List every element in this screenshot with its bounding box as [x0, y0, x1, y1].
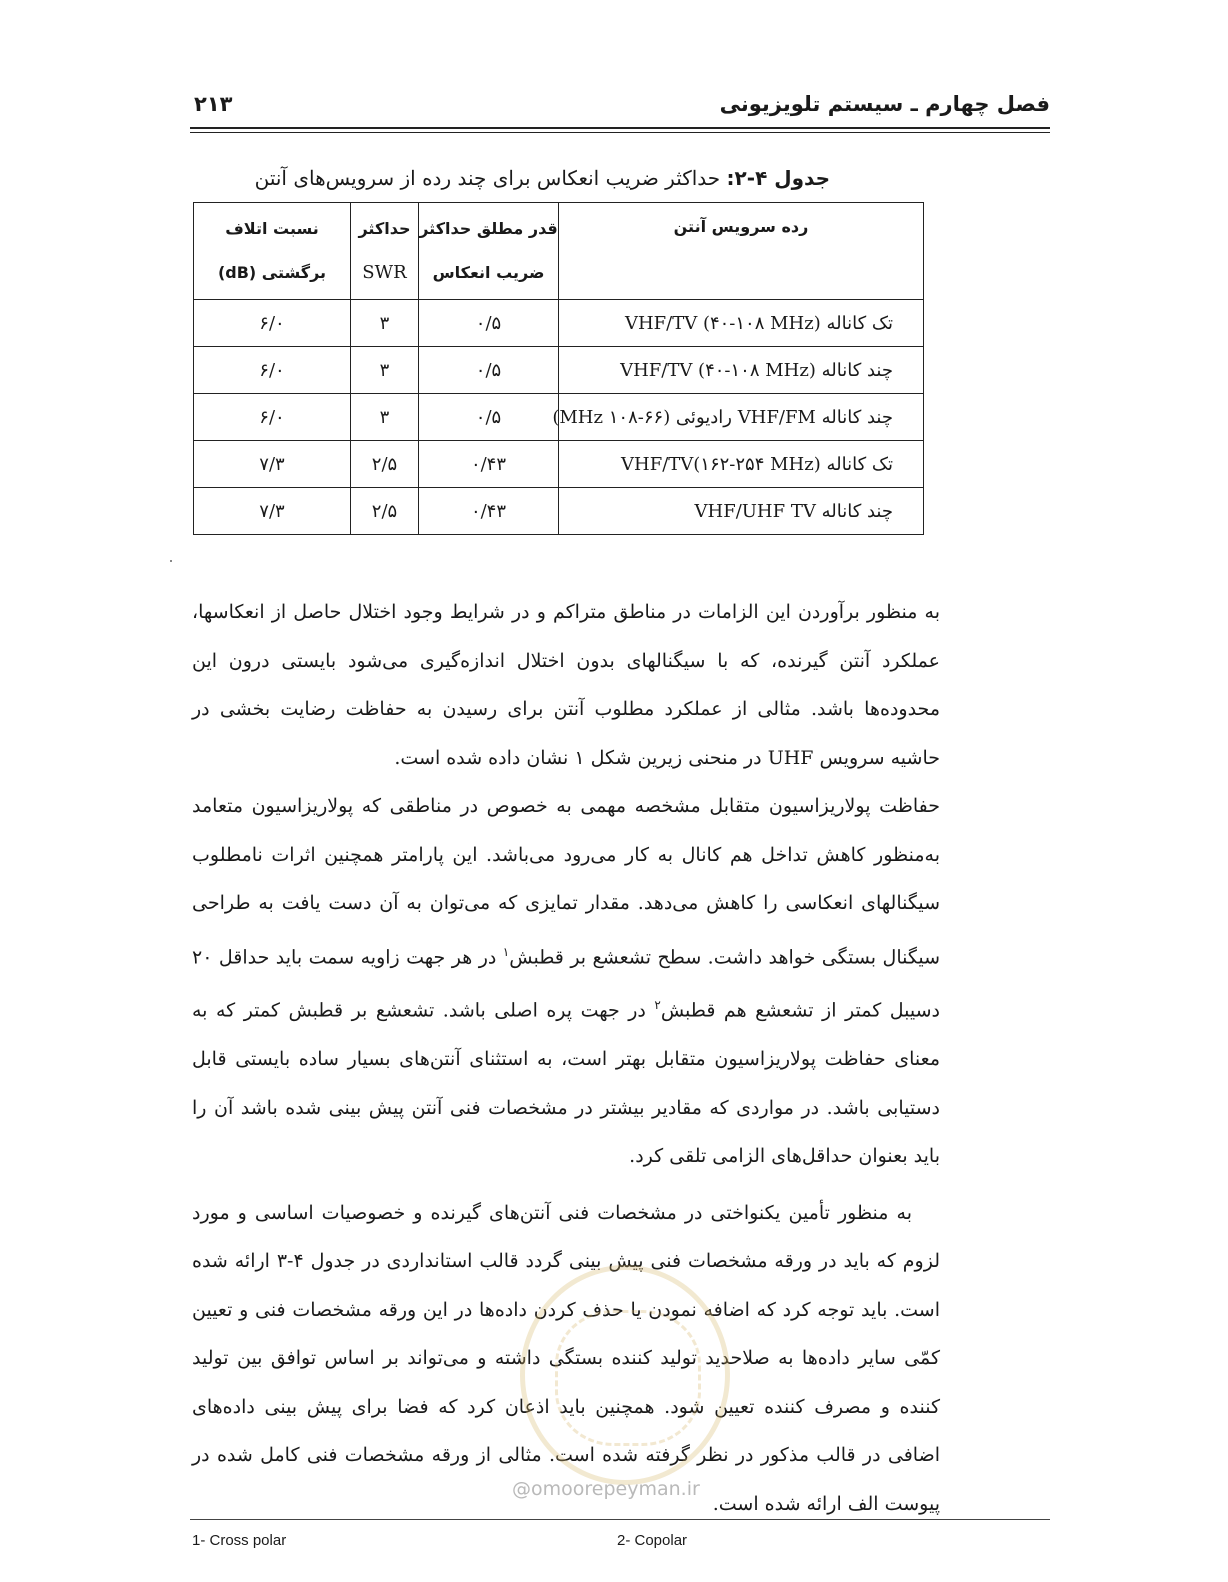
cell-service: چند کاناله VHF/FM رادیوئی (۶۶-۱۰۸ MHz) [559, 394, 924, 441]
cell-loss: ۷/۳ [194, 441, 351, 488]
header-rule [190, 127, 1050, 129]
cell-swr: ۳ [351, 347, 419, 394]
table-row [194, 441, 924, 488]
cell-swr: ۳ [351, 300, 419, 347]
chapter-title: فصل چهارم ـ سیستم تلویزیونی [719, 92, 1050, 116]
table-caption-text: حداکثر ضریب انعکاس برای چند رده از سرویس‌های آنتن [254, 166, 727, 190]
paragraph-3: به منظور تأمین یکنواختی در مشخصات فنی آنتن‌های گیرنده و خصوصیات اساسی و مورد لزوم که باید در ورقه مشخصات فنی پیش بینی گردد قالب استانداردی در جدول ۴-۳ ارائه شده است. باید توجه کرد که اضافه نمودن یا حذف کردن داده‌ها در این ورقه مشخصات فنی و تعیین کمّی سایر داده‌ها به صلاحدید تولید کننده بستگی داشته و می‌تواند بر اساس توافق بین تولید کننده و مصرف کننده تعیین شود. همچنین باید اذعان کرد که فضا برای پیش بینی داده‌های اضافی در قالب مذکور در نظر گرفته شده است. مثالی از ورقه مشخصات فنی کامل شده در پیوست الف ارائه شده است. [192, 1201, 940, 1515]
cell-reflection: ۰/۵ [419, 347, 559, 394]
footnote-1: 1- Cross polar [192, 1532, 287, 1549]
cell-loss: ۶/۰ [194, 347, 351, 394]
paragraph-1: به منظور برآوردن این الزامات در مناطق متراکم و در شرایط وجود اختلال حاصل از انعکاسها، عملکرد آنتن گیرنده، که با سیگنالهای بدون اختلال اندازه‌گیری می‌شود بایستی درون این محدوده‌ها باشد. مثالی از عملکرد مطلوب آنتن برای رسیدن به حفاظت رضایت بخشی در حاشیه سرویس UHF در منحنی زیرین شکل ۱ نشان داده شده است. [192, 601, 940, 769]
footnote-ref-2: ۲ [654, 998, 661, 1013]
table-header-row [194, 203, 924, 300]
paragraph-2: حفاظت پولاریزاسیون متقابل مشخصه مهمی به خصوص در مناطقی که پولاریزاسیون متعامد به‌منظور کاهش تداخل هم کانال به کار می‌رود می‌باشد. این پارامتر همچنین اثرات نامطلوب سیگنالهای انعکاسی را کاهش می‌دهد. مقدار تمایزی که می‌توان به آن دست یافت به طراحی سیگنال بستگی خواهد داشت. سطح تشعشع بر قطبش$^۱$ در هر جهت زاویه سمت باید حداقل ۲۰ دسیبل کمتر از تشعشع هم قطبش$^۲$ در جهت پره اصلی باشد. تشعشع بر قطبش کمتر که به معنای حفاظت پولاریزاسیون متقابل بهتر است، به استثنای آنتن‌های بسیار ساده بایستی قابل دستیابی باشد. در مواردی که مقادیر بیشتر در مشخصات فنی آنتن پیش بینی شده باشد آن را باید بعنوان حداقل‌های الزامی تلقی کرد. [192, 795, 940, 1168]
cell-loss: ۶/۰ [194, 394, 351, 441]
watermark-seal [520, 1265, 730, 1485]
table-caption-label: جدول ۴-۲: [726, 166, 830, 190]
header-service: رده سرویس آنتن [559, 203, 924, 300]
margin-mark [170, 560, 172, 562]
cell-swr: ۲/۵ [351, 488, 419, 535]
cell-swr: ۳ [351, 394, 419, 441]
footnote-2: 2- Copolar [617, 1532, 688, 1549]
table-row [194, 488, 924, 535]
header-reflection: قدر مطلق حداکثر ضریب انعکاس [419, 203, 559, 300]
table-row [194, 300, 924, 347]
cell-reflection: ۰/۵ [419, 394, 559, 441]
footnote-rule [190, 1519, 1050, 1520]
table-row [194, 394, 924, 441]
table-row [194, 347, 924, 394]
cell-loss: ۷/۳ [194, 488, 351, 535]
page-number: ۲۱۳ [194, 92, 233, 116]
cell-loss: ۶/۰ [194, 300, 351, 347]
header-loss: نسبت اتلاف برگشتی (dB) [194, 203, 351, 300]
header-swr: حداکثر SWR [351, 203, 419, 300]
header-rule-thin [190, 132, 1050, 133]
table-caption [255, 166, 830, 190]
cell-service: تک کاناله VHF/TV(۱۶۲-۲۵۴ MHz) [559, 441, 924, 488]
cell-service: چند کاناله VHF/UHF TV [559, 488, 924, 535]
cell-swr: ۲/۵ [351, 441, 419, 488]
watermark-text: @omoorepeyman.ir [512, 1478, 700, 1500]
cell-service: چند کاناله VHF/TV (۴۰-۱۰۸ MHz) [559, 347, 924, 394]
cell-reflection: ۰/۵ [419, 300, 559, 347]
reflection-table [193, 202, 924, 535]
cell-service: تک کاناله VHF/TV (۴۰-۱۰۸ MHz) [559, 300, 924, 347]
footnote-ref-1: ۱ [502, 944, 510, 959]
cell-reflection: ۰/۴۳ [419, 441, 559, 488]
cell-reflection: ۰/۴۳ [419, 488, 559, 535]
